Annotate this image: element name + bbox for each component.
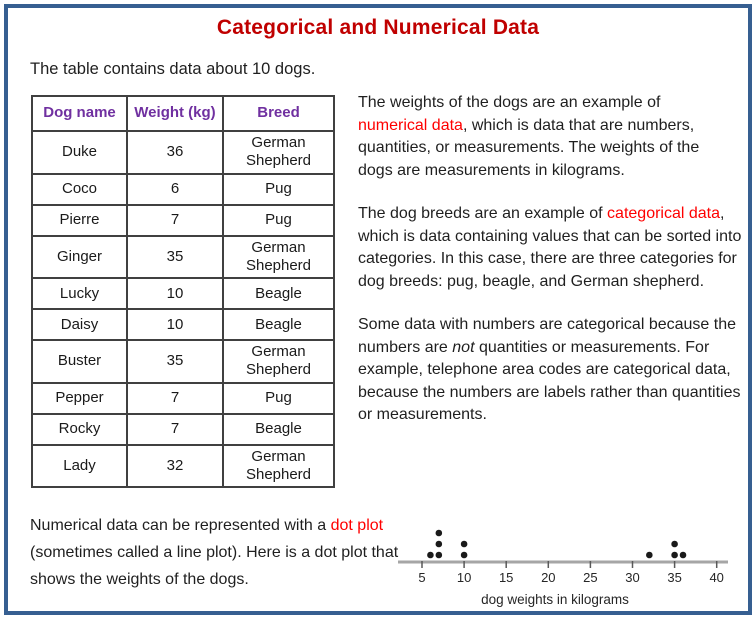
data-dot — [436, 552, 443, 559]
highlighted-term: categorical data — [607, 205, 721, 222]
highlighted-term: numerical data — [358, 116, 463, 134]
table-cell: Pug — [223, 383, 334, 414]
table-cell: Rocky — [32, 414, 127, 445]
tick-label: 35 — [667, 570, 682, 585]
table-cell: German Shepherd — [223, 131, 334, 174]
text-segment: , which is data that are numbers, quantities, or measurements. The weights of the dogs are measurements in kilograms. — [358, 116, 700, 179]
table-cell: Coco — [32, 174, 127, 205]
tick-label: 25 — [583, 570, 598, 585]
tick-label: 5 — [418, 570, 426, 585]
data-dot — [461, 541, 468, 548]
table-cell: Beagle — [223, 309, 334, 340]
table-cell: Beagle — [223, 414, 334, 445]
table-cell: 35 — [127, 340, 223, 383]
paragraph-categorical-data — [358, 203, 750, 293]
table-row — [32, 236, 334, 279]
table-cell: Lady — [32, 445, 127, 488]
dot-plot-figure — [392, 508, 742, 613]
tick-label: 40 — [709, 570, 724, 585]
data-dot — [671, 541, 678, 548]
tick-label: 20 — [541, 570, 556, 585]
table-cell: Beagle — [223, 278, 334, 309]
table-cell: German Shepherd — [223, 236, 334, 279]
table-cell: Daisy — [32, 309, 127, 340]
table-cell: 35 — [127, 236, 223, 279]
table-cell: Pepper — [32, 383, 127, 414]
table-row — [32, 414, 334, 445]
explanation-column — [358, 92, 750, 448]
text-segment: The weights of the dogs are an example of — [358, 94, 661, 111]
table-cell: 6 — [127, 174, 223, 205]
tick-label: 10 — [456, 570, 472, 585]
tick-label: 15 — [498, 570, 514, 585]
table-row — [32, 383, 334, 414]
data-dot — [671, 552, 678, 559]
text-segment: (sometimes called a line plot). Here is a dot plot that shows the weights of the dogs. — [30, 544, 399, 588]
text-segment: Numerical data can be represented with a — [30, 517, 331, 534]
intro-text: The table contains data about 10 dogs. — [30, 60, 316, 78]
table-cell: 36 — [127, 131, 223, 174]
table-cell: Lucky — [32, 278, 127, 309]
paragraph-dot-plot-intro — [30, 512, 402, 593]
table-cell: Pug — [223, 174, 334, 205]
data-dot — [646, 552, 653, 559]
data-dot — [427, 552, 434, 559]
highlighted-term: dot plot — [330, 517, 384, 534]
data-dot — [680, 552, 687, 559]
text-segment: quantities or measurements. For example, telephone area codes are categorical data, because the numbers are labels rather than quantities or measurements. — [358, 338, 741, 423]
dog-data-table — [31, 95, 335, 488]
data-dot — [461, 552, 468, 559]
table-cell: Duke — [32, 131, 127, 174]
table-row — [32, 131, 334, 174]
table-cell: Ginger — [32, 236, 127, 279]
table-cell: German Shepherd — [223, 445, 334, 488]
x-axis-label: dog weights in kilograms — [481, 592, 629, 607]
emphasized-word: not — [452, 338, 475, 356]
column-header: Breed — [223, 96, 334, 131]
table-row — [32, 340, 334, 383]
table-cell: 32 — [127, 445, 223, 488]
table-cell: Pierre — [32, 205, 127, 236]
table-row — [32, 278, 334, 309]
column-header: Weight (kg) — [127, 96, 223, 131]
table-cell: 7 — [127, 414, 223, 445]
text-segment: Some data with numbers are categorical because the numbers are — [358, 316, 736, 356]
tick-label: 30 — [625, 570, 640, 585]
table-row — [32, 445, 334, 488]
paragraph-categorical-numbers — [358, 314, 750, 427]
table-cell: German Shepherd — [223, 340, 334, 383]
table-row — [32, 309, 334, 340]
dot-plot — [392, 508, 742, 613]
data-dot — [436, 530, 443, 537]
table-cell: Pug — [223, 205, 334, 236]
table-cell: Buster — [32, 340, 127, 383]
table-cell: 7 — [127, 383, 223, 414]
table-header-row — [32, 96, 334, 131]
table-row — [32, 174, 334, 205]
text-segment: The dog breeds are an example of — [358, 205, 608, 222]
text-segment: , which is data containing values that can be sorted into categories. In this case, there are three categories for dog breeds: pug, beagle, and German shepherd. — [358, 205, 742, 290]
table-cell: 7 — [127, 205, 223, 236]
paragraph-numerical-data — [358, 92, 706, 182]
table-row — [32, 205, 334, 236]
table-cell: 10 — [127, 309, 223, 340]
page-title: Categorical and Numerical Data — [216, 16, 540, 39]
table-cell: 10 — [127, 278, 223, 309]
column-header: Dog name — [32, 96, 127, 131]
data-dot — [436, 541, 443, 548]
